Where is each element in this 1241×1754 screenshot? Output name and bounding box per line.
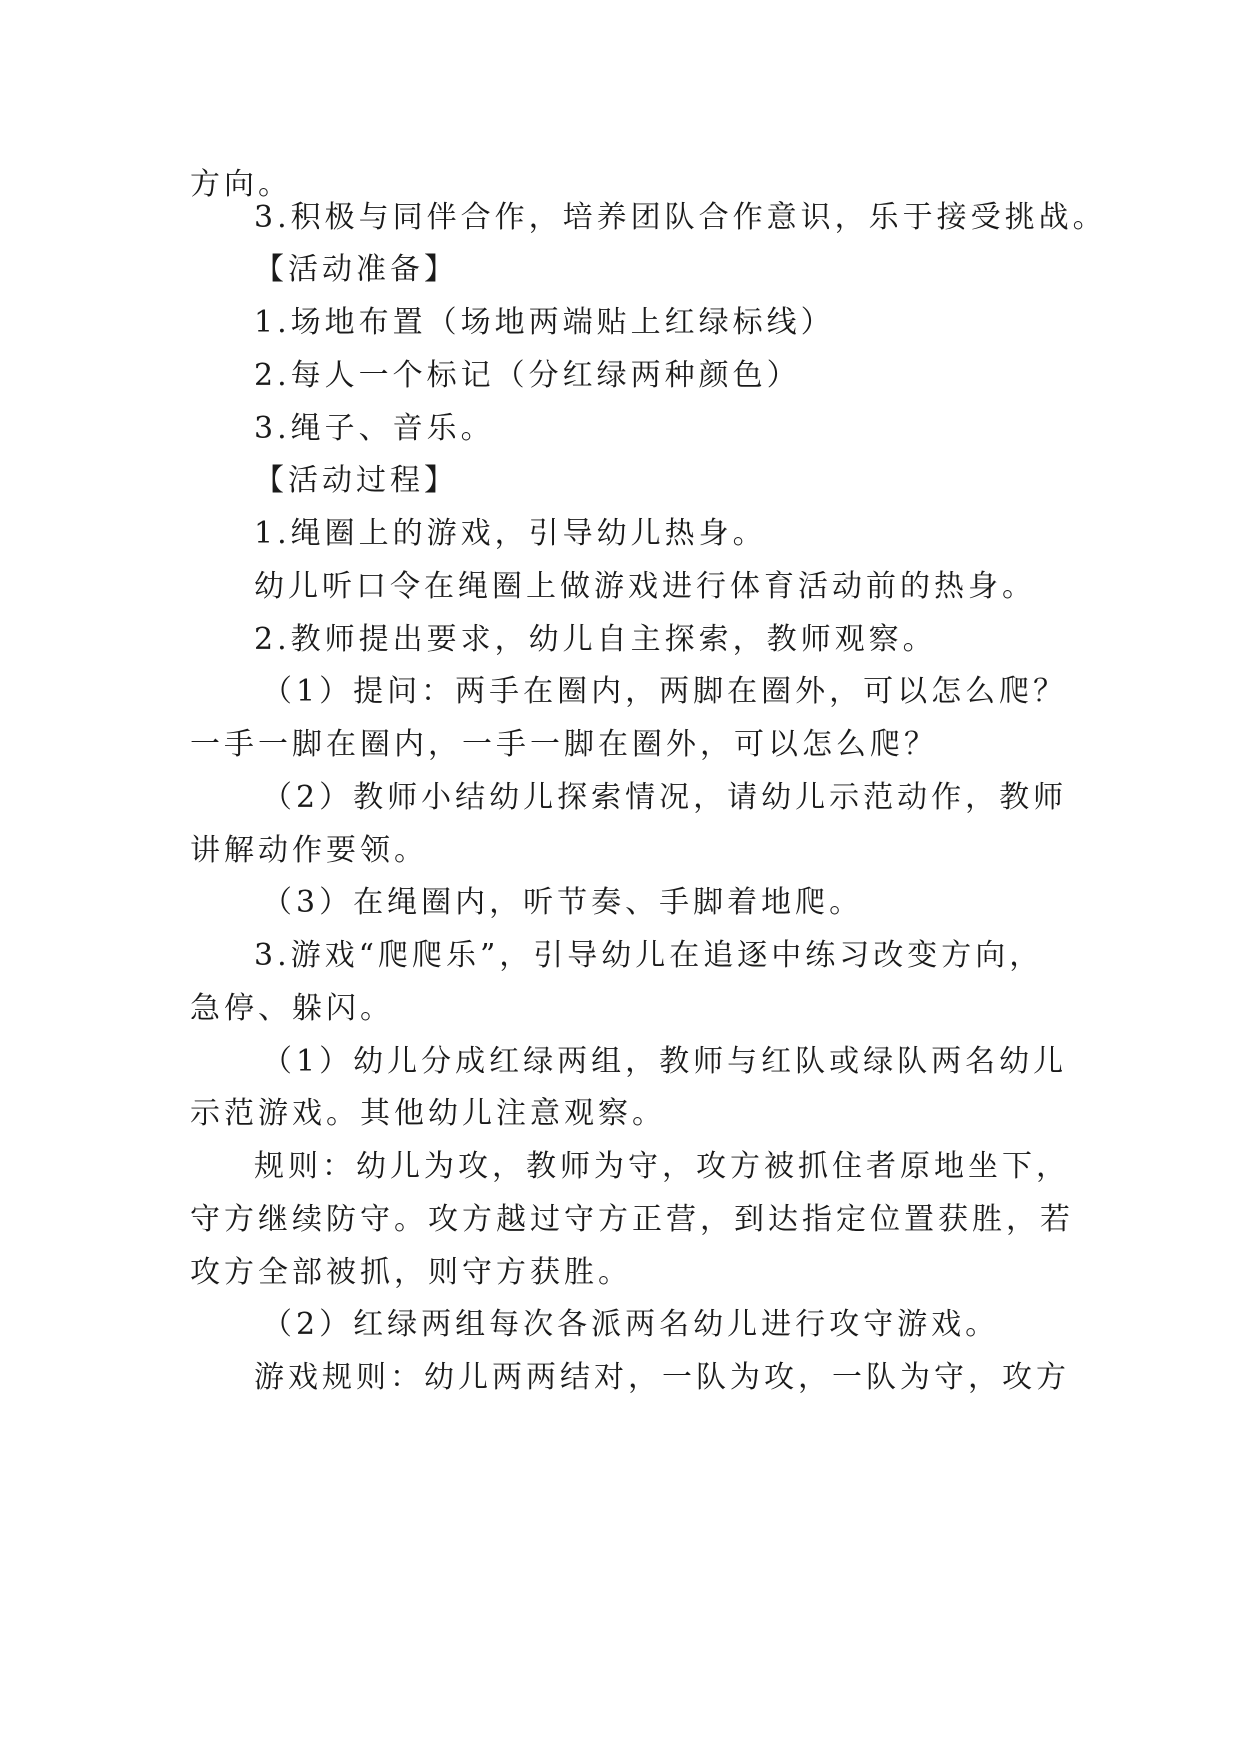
- text-line: 幼儿听口令在绳圈上做游戏进行体育活动前的热身。: [254, 569, 1036, 604]
- section-heading: 【活动准备】: [254, 252, 458, 287]
- text-line: （3）在绳圈内，听节奏、手脚着地爬。: [262, 885, 864, 920]
- text-line: 1.场地布置（场地两端贴上红绿标线）: [254, 305, 835, 340]
- text-line: 2.教师提出要求，幼儿自主探索，教师观察。: [254, 622, 937, 657]
- text-line: 讲解动作要领。: [190, 833, 428, 868]
- text-line: 1.绳圈上的游戏，引导幼儿热身。: [254, 516, 767, 551]
- text-line: （2）教师小结幼儿探索情况，请幼儿示范动作，教师: [262, 780, 1068, 815]
- text-line: 3.游戏“爬爬乐”，引导幼儿在追逐中练习改变方向，: [254, 938, 1044, 973]
- text-line: 攻方全部被抓，则守方获胜。: [190, 1255, 632, 1290]
- text-line: 2.每人一个标记（分红绿两种颜色）: [254, 358, 801, 393]
- text-line: 一手一脚在圈内，一手一脚在圈外，可以怎么爬？: [190, 727, 938, 762]
- text-line: （2）红绿两组每次各派两名幼儿进行攻守游戏。: [262, 1307, 1000, 1342]
- text-line: 急停、躲闪。: [190, 991, 394, 1026]
- text-line: 规则：幼儿为攻，教师为守，攻方被抓住者原地坐下，: [254, 1149, 1070, 1184]
- text-line: 方向。: [190, 167, 292, 202]
- text-line: 3.绳子、音乐。: [254, 411, 495, 446]
- section-heading: 【活动过程】: [254, 463, 458, 498]
- text-line: 示范游戏。其他幼儿注意观察。: [190, 1096, 666, 1131]
- text-line: （1）幼儿分成红绿两组，教师与红队或绿队两名幼儿: [262, 1044, 1068, 1079]
- text-line: 守方继续防守。攻方越过守方正营，到达指定位置获胜，若: [190, 1202, 1074, 1237]
- text-line: 3.积极与同伴合作，培养团队合作意识，乐于接受挑战。: [254, 200, 1107, 235]
- text-line: （1）提问：两手在圈内，两脚在圈外，可以怎么爬？: [262, 674, 1068, 709]
- text-line: 游戏规则：幼儿两两结对，一队为攻，一队为守，攻方: [254, 1360, 1070, 1395]
